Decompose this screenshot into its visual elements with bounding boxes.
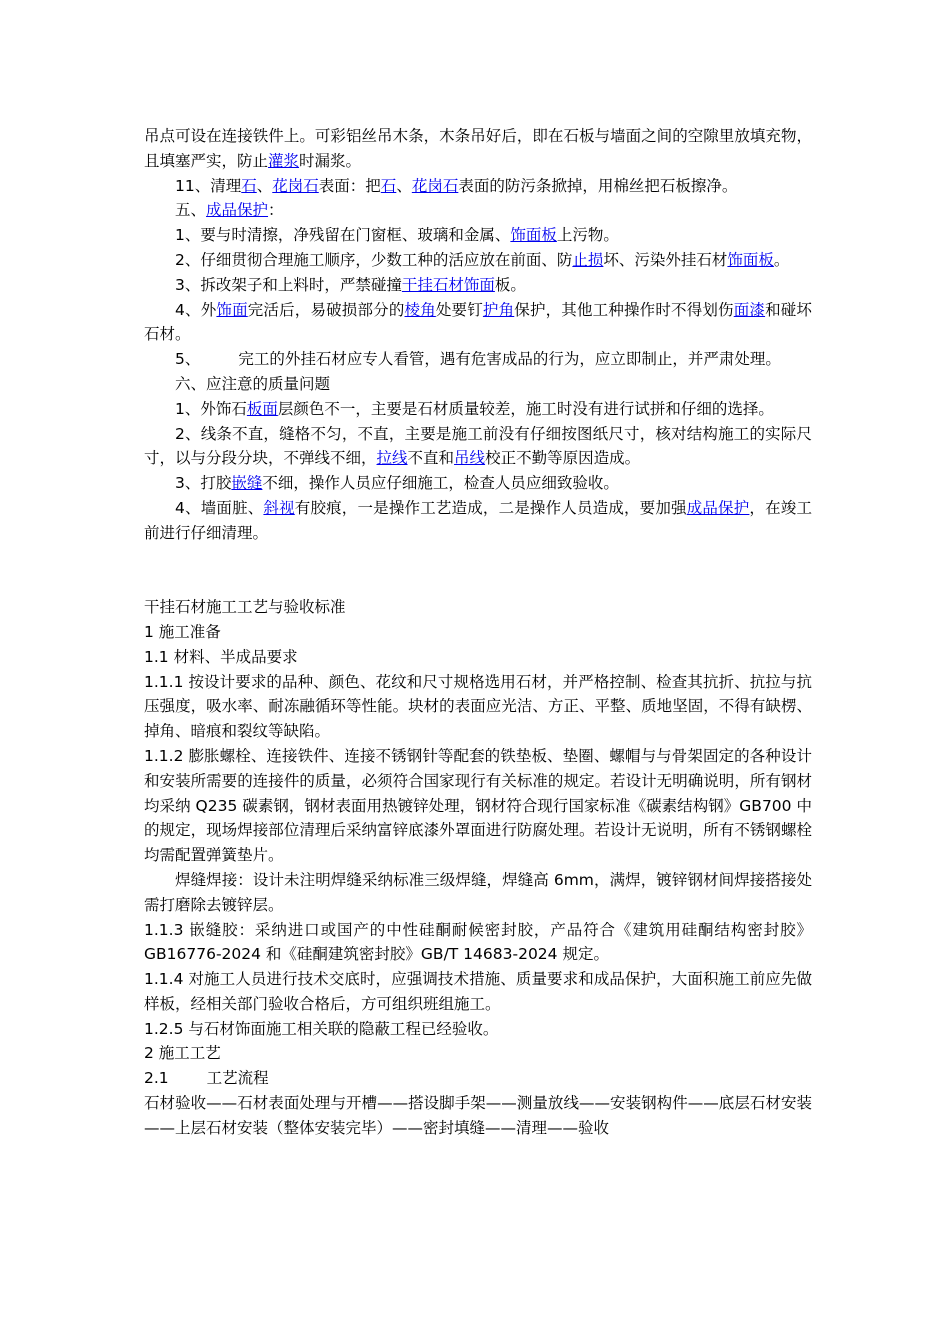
heading-quality-issues: 六、应注意的质量问题 [175, 374, 331, 393]
paragraph-quality-2: 2、线条不直，缝格不匀，不直，主要是施工前没有仔细按图纸尺寸，核对结构施工的实际尺寸，以与分段分块，不弹线不细，拉线不直和吊线校正不勤等原因造成。 [144, 424, 812, 468]
link-facing-panel[interactable]: 饰面板 [510, 226, 557, 245]
link-facing[interactable]: 饰面 [216, 300, 248, 319]
paragraph-1-1-1: 1.1.1 按设计要求的品种、颜色、花纹和尺寸规格选用石材，并严格控制、检查其抗折、抗拉与抗压强度，吸水率、耐冻融循环等性能。块材的表面应光洁、方正、平整、质地坚固，不得有缺楞、掉角、暗痕和裂纹等缺陷。 [144, 672, 812, 741]
link-stone[interactable]: 石 [241, 176, 257, 195]
paragraph-protection-2: 2、仔细贯彻合理施工顺序，少数工种的活应放在前面、防止损坏、污染外挂石材饰面板。 [175, 250, 790, 269]
link-edge-corner[interactable]: 棱角 [404, 300, 436, 319]
heading-construction-process: 2 施工工艺 [144, 1044, 221, 1063]
link-string-line[interactable]: 拉线 [376, 449, 408, 468]
paragraph-protection-4: 4、外饰面完活后，易破损部分的棱角处要钉护角保护，其他工种操作时不得划伤面漆和碰坏石材。 [144, 300, 812, 344]
link-stone[interactable]: 石 [380, 176, 397, 195]
link-topcoat[interactable]: 面漆 [733, 300, 766, 319]
heading-process-flow: 2.1 工艺流程 [144, 1069, 269, 1088]
link-joint-caulking[interactable]: 嵌缝 [231, 474, 263, 493]
heading-product-protection: 五、成品保护： [175, 201, 284, 220]
paragraph-1-2-5: 1.2.5 与石材饰面施工相关联的隐蔽工程已经验收。 [144, 1019, 499, 1038]
link-oblique-view[interactable]: 斜视 [263, 498, 295, 517]
paragraph-clean-stone: 11、清理石、花岗石表面：把石、花岗石表面的防污条掀掉，用棉丝把石板擦净。 [175, 176, 738, 195]
paragraph-protection-3: 3、拆改架子和上料时，严禁碰撞干挂石材饰面板。 [175, 275, 526, 294]
link-plumb-line[interactable]: 吊线 [454, 449, 486, 468]
paragraph-1-1-2: 1.1.2 膨胀螺栓、连接铁件、连接不锈钢针等配套的铁垫板、垫圈、螺帽与与骨架固定的各种设计和安装所需要的连接件的质量，必须符合国家现行有关标准的规定。若设计无明确说明，所有钢材均采纳 Q235 碳素钢，钢材表面用热镀锌处理，钢材符合现行国家标准《碳素结构钢》GB700 中的规定，现场焊接部位清理后采纳富锌底漆外罩面进行防腐处理。若设计无说明，所有不锈钢螺栓均需配置弹簧垫片。 [144, 746, 812, 865]
paragraph-hanging-points: 吊点可设在连接铁件上。可彩铝丝吊木条，木条吊好后，即在石板与墙面之间的空隙里放填充物，且填塞严实，防止灌浆时漏浆。 [144, 127, 812, 170]
paragraph-protection-5: 5、 完工的外挂石材应专人看管，遇有危害成品的行为，应立即制止，并严肃处理。 [175, 350, 781, 369]
link-panel-surface[interactable]: 板面 [246, 399, 278, 418]
paragraph-quality-1: 1、外饰石板面层颜色不一，主要是石材质量较差，施工时没有进行试拼和仔细的选择。 [175, 399, 774, 418]
link-dry-hung-stone-facing[interactable]: 干挂石材饰面 [401, 275, 495, 294]
link-stop-loss[interactable]: 止损 [572, 250, 604, 269]
link-granite[interactable]: 花岗石 [272, 176, 319, 195]
link-grouting[interactable]: 灌浆 [268, 151, 300, 170]
link-product-protection[interactable]: 成品保护 [206, 201, 269, 220]
link-product-protection[interactable]: 成品保护 [686, 498, 750, 517]
link-facing-panel[interactable]: 饰面板 [727, 250, 774, 269]
paragraph-1-1-3: 1.1.3 嵌缝胶：采纳进口或国产的中性硅酮耐候密封胶，产品符合《建筑用硅酮结构密封胶》GB16776-2024 和《硅酮建筑密封胶》GB/T 14683-2024 规定。 [144, 920, 812, 964]
paragraph-quality-4: 4、墙面脏、斜视有胶痕，一是操作工艺造成，二是操作人员造成，要加强成品保护，在竣工前进行仔细清理。 [144, 498, 812, 542]
paragraph-protection-1: 1、要与时清擦，净残留在门窗框、玻璃和金属、饰面板上污物。 [175, 226, 619, 245]
paragraph-1-1-4: 1.1.4 对施工人员进行技术交底时，应强调技术措施、质量要求和成品保护，大面积施工前应先做样板，经相关部门验收合格后，方可组织班组施工。 [144, 970, 812, 1013]
paragraph-quality-3: 3、打胶嵌缝不细，操作人员应仔细施工，检查人员应细致验收。 [175, 474, 619, 493]
heading-materials: 1.1 材料、半成品要求 [144, 647, 298, 666]
link-granite[interactable]: 花岗石 [411, 176, 459, 195]
document-body [144, 124, 812, 1141]
section-title: 干挂石材施工工艺与验收标准 [144, 598, 346, 617]
link-corner-guard[interactable]: 护角 [482, 300, 515, 319]
paragraph-process-flow: 石材验收——石材表面处理与开槽——搭设脚手架——测量放线——安装钢构件——底层石材安装——上层石材安装（整体安装完毕）——密封填缝——清理——验收 [144, 1094, 812, 1137]
paragraph-weld: 焊缝焊接：设计未注明焊缝采纳标准三级焊缝，焊缝高 6mm，满焊，镀锌钢材间焊接搭接处需打磨除去镀锌层。 [144, 870, 812, 914]
heading-construction-prep: 1 施工准备 [144, 622, 221, 641]
